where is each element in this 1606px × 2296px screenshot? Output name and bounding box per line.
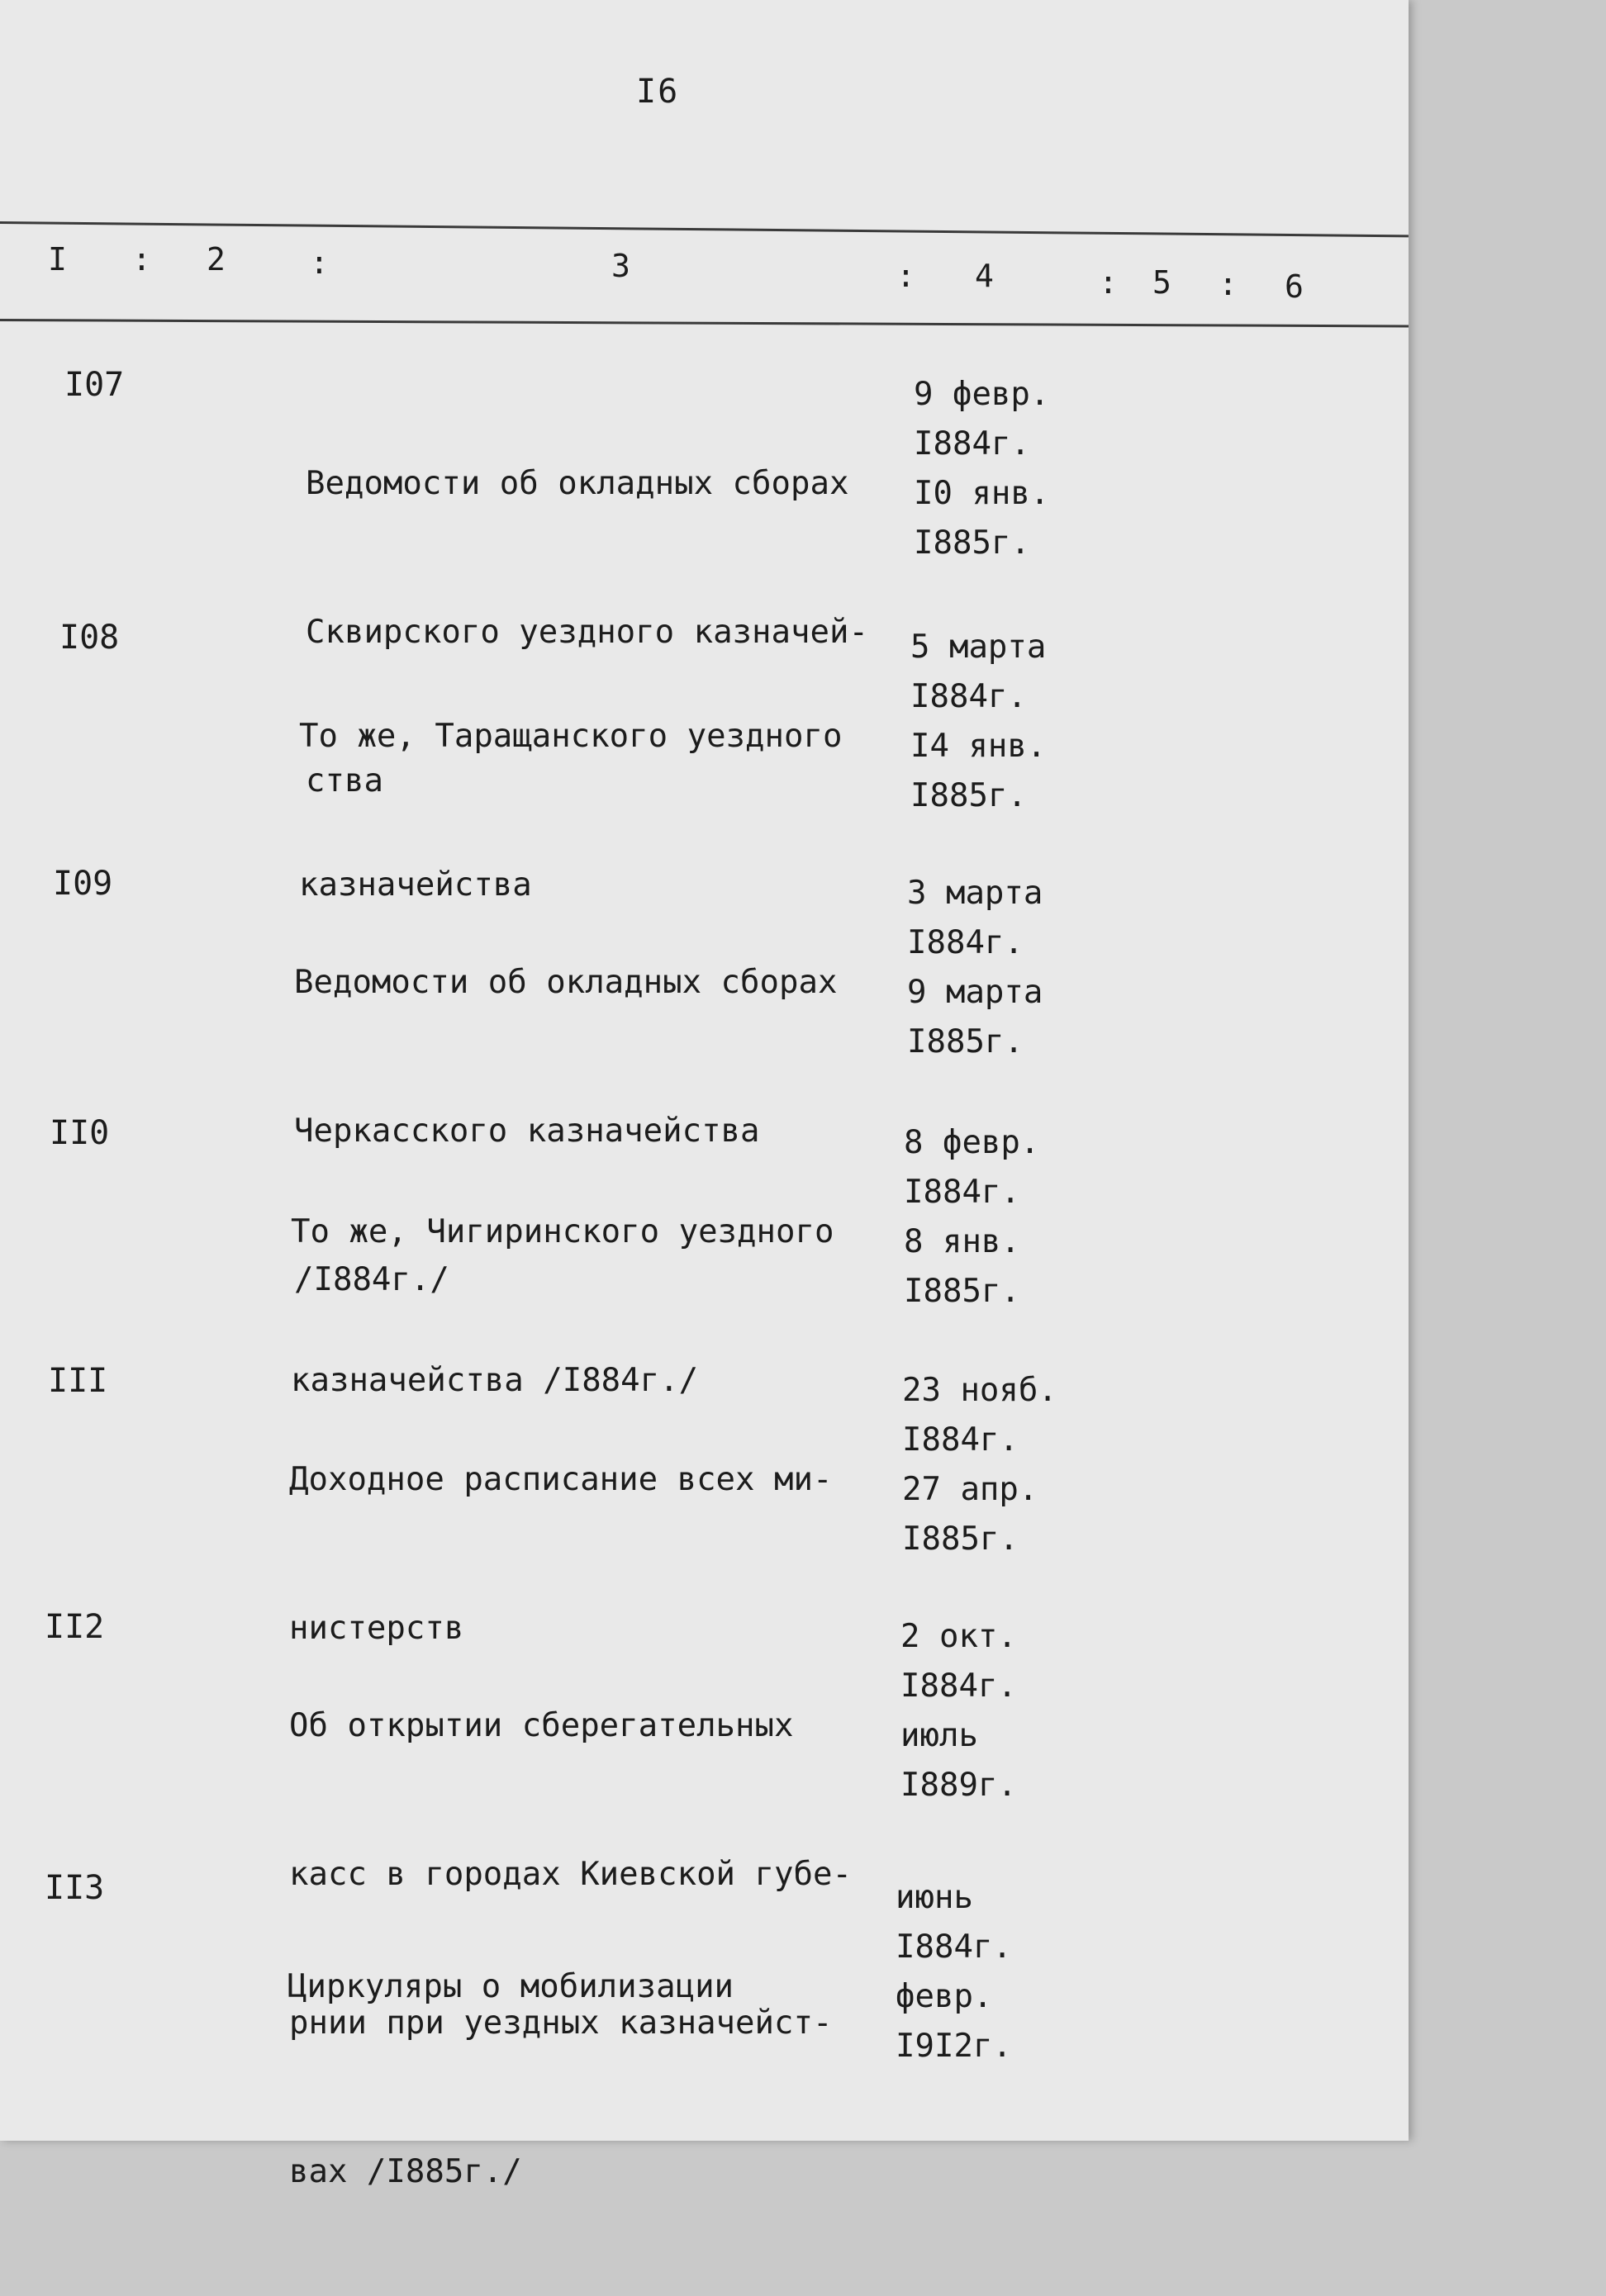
entry-number: II2 <box>45 1608 105 1646</box>
column-header-6: 6 <box>1285 268 1304 305</box>
entry-title: Об открытии сберегательных касс в городах Киевской губе- рнии при уездных казначейст- вах /I885г./ <box>289 1707 852 2190</box>
column-separator: : <box>1099 264 1118 301</box>
entry-number: I08 <box>59 619 120 657</box>
entry-number: II3 <box>45 1869 105 1907</box>
entry-number: I07 <box>64 366 125 404</box>
column-separator: : <box>1219 266 1238 302</box>
entry-number: I09 <box>53 865 113 903</box>
entry-dates: 23 нояб. I884г. 27 апр. I885г. <box>902 1372 1057 1558</box>
page-number: I6 <box>636 73 680 111</box>
table-header-top-rule <box>0 221 1409 237</box>
entry-title: То же, Чигиринского уездного казначейства /I884г./ <box>291 1213 834 1399</box>
entry-dates: 8 февр. I884г. 8 янв. I885г. <box>904 1124 1040 1310</box>
column-header-3: 3 <box>611 248 630 284</box>
entry-title: Циркуляры о мобилизации <box>287 1968 734 2005</box>
table-header-bottom-rule <box>0 319 1409 327</box>
entry-dates: 9 февр. I884г. I0 янв. I885г. <box>914 376 1050 562</box>
column-header-1: I <box>48 241 67 278</box>
column-header-5: 5 <box>1152 264 1171 301</box>
entry-dates: 2 окт. I884г. июль I889г. <box>900 1618 1017 1804</box>
column-header-4: 4 <box>975 258 994 294</box>
column-separator: : <box>132 241 151 278</box>
entry-dates: 5 марта I884г. I4 янв. I885г. <box>910 629 1047 814</box>
entry-dates: 3 марта I884г. 9 марта I885г. <box>907 875 1043 1060</box>
column-separator: : <box>896 258 915 294</box>
entry-title: Доходное расписание всех ми- нистерств <box>289 1461 833 1647</box>
entry-title: Ведомости об окладных сборах Черкасского казначейства /I884г./ <box>294 964 838 1298</box>
entry-number: III <box>48 1362 108 1400</box>
entry-title: То же, Таращанского уездного казначейства <box>299 718 843 904</box>
entry-number: II0 <box>50 1114 110 1152</box>
column-separator: : <box>310 244 329 281</box>
entry-title: Ведомости об окладных сборах Сквирского уездного казначей- ства <box>306 465 868 799</box>
entry-dates: июнь I884г. февр. I9I2г. <box>896 1879 1012 2065</box>
column-header-2: 2 <box>207 241 226 278</box>
